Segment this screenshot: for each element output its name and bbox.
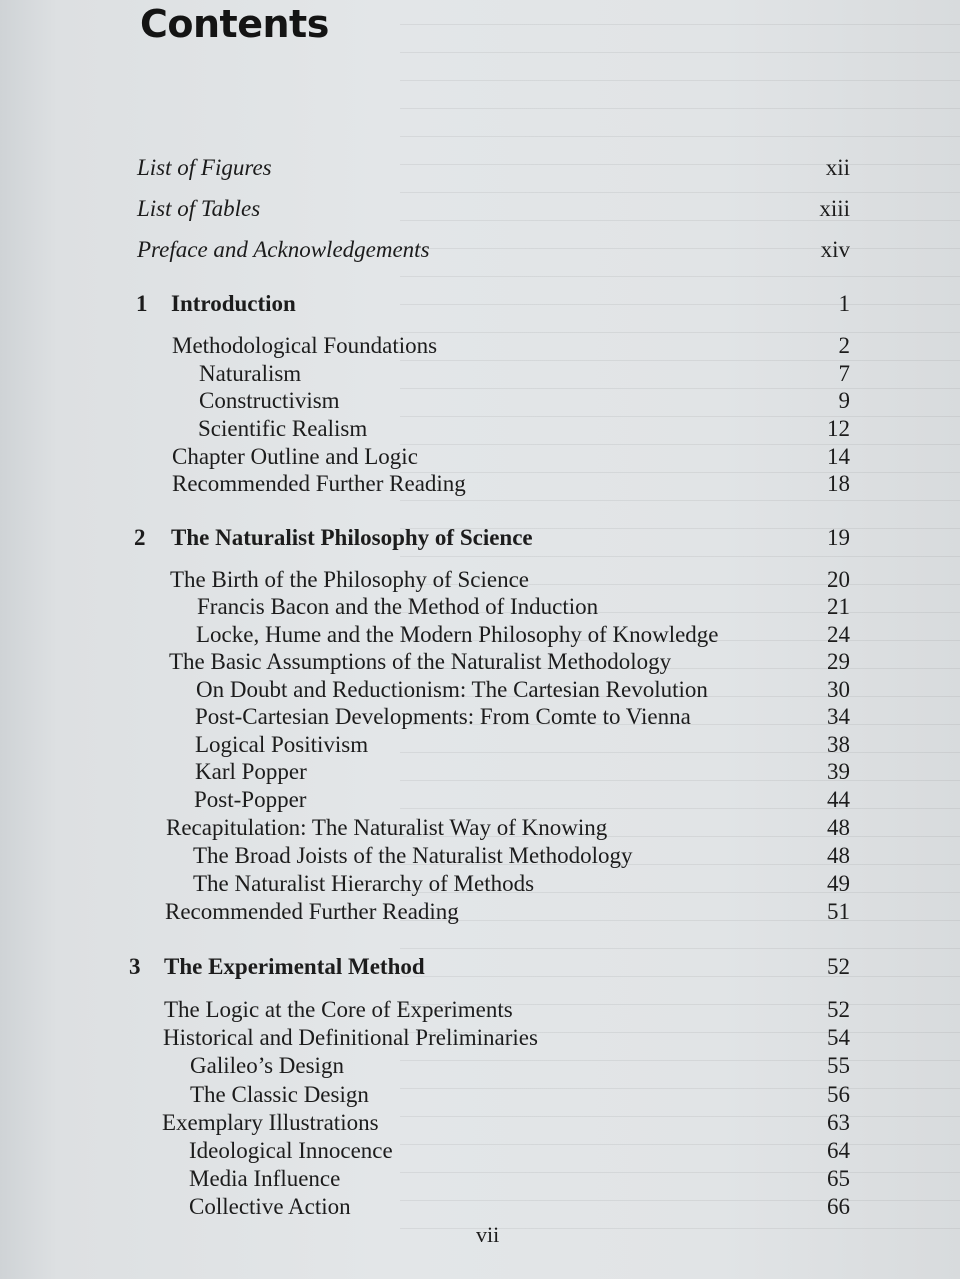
toc-subentry — [0, 786, 960, 814]
toc-entry — [0, 1109, 960, 1137]
toc-chapter-1 — [0, 290, 960, 318]
toc-entry — [0, 566, 960, 594]
toc-entry-page: 52 — [827, 997, 850, 1022]
toc-entry-label: Chapter Outline and Logic — [172, 444, 418, 469]
toc-entry-page: 54 — [827, 1025, 850, 1050]
toc-entry-page: 14 — [827, 444, 850, 469]
toc-entry — [0, 648, 960, 676]
toc-entry-label: Ideological Innocence — [189, 1138, 393, 1163]
toc-entry-label: The Classic Design — [190, 1082, 369, 1107]
toc-entry-label: Historical and Definitional Preliminaries — [163, 1025, 538, 1050]
toc-entry-page: 30 — [827, 677, 850, 702]
toc-entry-page: xii — [825, 155, 850, 180]
toc-entry-label: The Naturalist Hierarchy of Methods — [193, 871, 535, 896]
toc-entry-label: Naturalism — [199, 361, 302, 386]
chapter-page: 52 — [827, 954, 850, 979]
toc-entry-label: Recommended Further Reading — [165, 899, 459, 924]
toc-subentry — [0, 1052, 960, 1080]
toc-entry-page: 38 — [827, 732, 850, 757]
toc-entry — [0, 814, 960, 842]
toc-subentry — [0, 1081, 960, 1109]
toc-entry — [0, 996, 960, 1024]
toc-chapter-2 — [0, 524, 960, 552]
toc-entry-preface — [0, 236, 960, 264]
page-title: Contents — [140, 2, 329, 46]
toc-entry-label: The Logic at the Core of Experiments — [164, 997, 513, 1022]
toc-entry-page: xiv — [820, 237, 850, 262]
toc-entry-page: 21 — [827, 594, 850, 619]
chapter-number: 3 — [129, 954, 141, 979]
chapter-title: The Experimental Method — [164, 954, 425, 979]
toc-subentry — [0, 676, 960, 704]
toc-entry-page: 7 — [838, 361, 850, 386]
toc-entry-label: Recapitulation: The Naturalist Way of Knowing — [166, 815, 608, 840]
toc-subentry — [0, 1193, 960, 1221]
toc-entry-label: Collective Action — [189, 1194, 351, 1219]
toc-entry-label: Recommended Further Reading — [172, 471, 466, 496]
toc-subentry — [0, 842, 960, 870]
toc-subentry — [0, 731, 960, 759]
toc-entry-page: 49 — [827, 871, 850, 896]
toc-subentry — [0, 621, 960, 649]
toc-entry-label: Karl Popper — [195, 759, 307, 784]
toc-subentry — [0, 703, 960, 731]
toc-entry-page: 20 — [827, 567, 850, 592]
toc-entry-page: 56 — [827, 1082, 850, 1107]
page-number: vii — [476, 1222, 500, 1247]
toc-entry — [0, 332, 960, 360]
toc-entry-label: Exemplary Illustrations — [162, 1110, 379, 1135]
toc-entry — [0, 898, 960, 926]
toc-entry-label: Logical Positivism — [195, 732, 369, 757]
toc-entry-page: 48 — [827, 843, 850, 868]
toc-entry-page: 48 — [827, 815, 850, 840]
toc-entry — [0, 470, 960, 498]
toc-entry-page: 44 — [827, 787, 850, 812]
toc-entry-label: The Broad Joists of the Naturalist Methodology — [193, 843, 633, 868]
toc-entry-page: 64 — [827, 1138, 850, 1163]
toc-entry-label: Constructivism — [199, 388, 340, 413]
toc-entry-list-of-figures — [0, 154, 960, 182]
chapter-page: 1 — [838, 291, 850, 316]
toc-subentry — [0, 758, 960, 786]
chapter-page: 19 — [827, 525, 850, 550]
toc-entry-label: Scientific Realism — [198, 416, 368, 441]
toc-chapter-3 — [0, 953, 960, 981]
toc-entry-label: On Doubt and Reductionism: The Cartesian Revolution — [196, 677, 708, 702]
toc-entry-page: 66 — [827, 1194, 850, 1219]
toc-subentry — [0, 387, 960, 415]
toc-entry-page: 29 — [827, 649, 850, 674]
toc-entry-page: 34 — [827, 704, 850, 729]
toc-subentry — [0, 415, 960, 443]
toc-entry-label: Post-Popper — [194, 787, 307, 812]
toc-entry-label: List of Tables — [137, 196, 261, 221]
toc-subentry — [0, 593, 960, 621]
toc-entry-label: Methodological Foundations — [172, 333, 438, 358]
toc-entry-page: 65 — [827, 1166, 850, 1191]
toc-entry — [0, 443, 960, 471]
toc-entry-label: The Birth of the Philosophy of Science — [170, 567, 529, 592]
toc-entry-label: Preface and Acknowledgements — [137, 237, 430, 262]
toc-entry-label: The Basic Assumptions of the Naturalist Methodology — [169, 649, 672, 674]
toc-entry-page: 39 — [827, 759, 850, 784]
toc-subentry — [0, 360, 960, 388]
toc-entry-label: Galileo’s Design — [190, 1053, 344, 1078]
toc-entry-label: Media Influence — [189, 1166, 341, 1191]
toc-entry-label: List of Figures — [137, 155, 272, 180]
toc-entry-page: 55 — [827, 1053, 850, 1078]
toc-entry-label: Francis Bacon and the Method of Induction — [197, 594, 599, 619]
toc-entry-label: Post-Cartesian Developments: From Comte to Vienna — [195, 704, 691, 729]
toc-entry — [0, 1024, 960, 1052]
toc-entry-page: xiii — [819, 196, 850, 221]
toc-entry-page: 9 — [838, 388, 850, 413]
toc-entry-page: 63 — [827, 1110, 850, 1135]
toc-entry-page: 24 — [827, 622, 850, 647]
chapter-title: Introduction — [171, 291, 296, 316]
toc-subentry — [0, 1137, 960, 1165]
toc-entry-page: 18 — [827, 471, 850, 496]
toc-entry-page: 51 — [827, 899, 850, 924]
toc-entry-page: 12 — [827, 416, 850, 441]
toc-subentry — [0, 1165, 960, 1193]
toc-entry-page: 2 — [838, 333, 850, 358]
toc-entry-label: Locke, Hume and the Modern Philosophy of Knowledge — [196, 622, 719, 647]
toc-subentry — [0, 870, 960, 898]
chapter-number: 1 — [136, 291, 148, 316]
chapter-title: The Naturalist Philosophy of Science — [171, 525, 533, 550]
chapter-number: 2 — [134, 525, 146, 550]
toc-entry-list-of-tables — [0, 195, 960, 223]
